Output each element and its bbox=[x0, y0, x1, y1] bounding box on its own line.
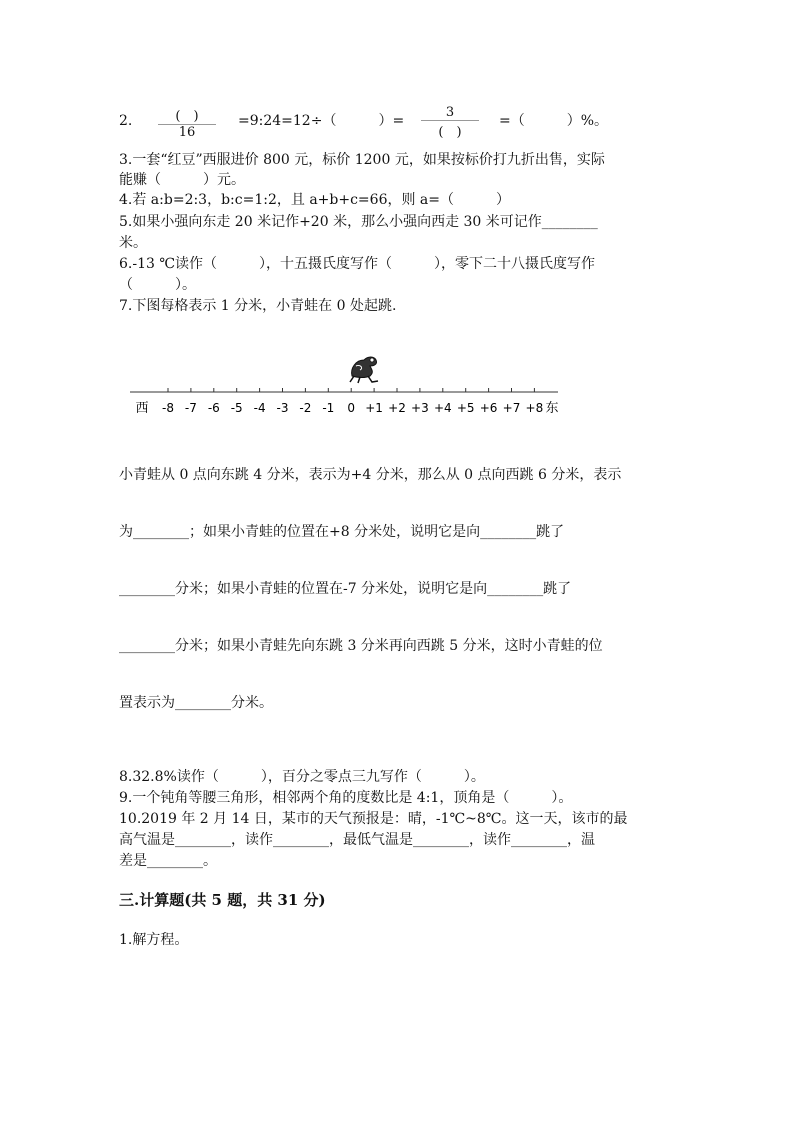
fraction-2 bbox=[421, 105, 479, 140]
q7-paragraph-4: ________分米；如果小青蛙先向东跳 3 分米再向西跳 5 分米，这时小青蛙的位 bbox=[119, 638, 603, 654]
q5-line-1: 5.如果小强向东走 20 米记作+20 米，那么小强向西走 30 米可记作________ bbox=[119, 214, 598, 230]
q7-paragraph-1: 小青蛙从 0 点向东跳 4 分米，表示为+4 分米，那么从 0 点向西跳 6 分米，表示 bbox=[119, 467, 622, 483]
number-line-figure bbox=[120, 348, 570, 418]
tick-label: -8 bbox=[162, 401, 174, 415]
q7-paragraph-2: 为________；如果小青蛙的位置在+8 分米处，说明它是向________跳了 bbox=[119, 524, 565, 540]
tick-label: +5 bbox=[456, 401, 475, 415]
q2-end: =（ ）%。 bbox=[499, 113, 609, 129]
tick-label: +1 bbox=[365, 401, 383, 415]
tick-label: +2 bbox=[388, 401, 406, 415]
fraction-2-numerator: 3 bbox=[445, 105, 455, 120]
fraction-1-denominator: 16 bbox=[178, 125, 196, 140]
q7-paragraph-5: 置表示为________分米。 bbox=[119, 695, 273, 711]
tick-label: -2 bbox=[299, 401, 312, 415]
q3-line-2: 能赚（ ）元。 bbox=[119, 172, 245, 188]
fraction-2-bar bbox=[421, 120, 479, 121]
q10-line-1: 10.2019 年 2 月 14 日，某市的天气预报是：晴，-1℃~8℃。这一天，该市的最 bbox=[119, 811, 628, 827]
tick-label: +6 bbox=[479, 401, 498, 415]
q7-paragraph-3: ________分米；如果小青蛙的位置在-7 分米处，说明它是向________跳了 bbox=[119, 581, 572, 597]
q10-line-3: 差是________。 bbox=[119, 853, 217, 869]
q5-line-2: 米。 bbox=[119, 235, 147, 251]
tick-label: -4 bbox=[253, 401, 266, 415]
q4-line: 4.若 a:b=2:3，b:c=1:2，且 a+b+c=66，则 a=（ ） bbox=[119, 192, 511, 208]
q6-line-1: 6.-13 ℃读作（ ），十五摄氏度写作（ ），零下二十八摄氏度写作 bbox=[119, 256, 596, 272]
east-label: 东 bbox=[545, 401, 559, 416]
fraction-1-numerator: ( ) bbox=[175, 109, 199, 124]
fraction-1 bbox=[158, 105, 216, 140]
frog-icon bbox=[350, 357, 378, 383]
tick-label: -3 bbox=[276, 401, 289, 415]
tick-label: +3 bbox=[411, 401, 429, 415]
tick-label: -7 bbox=[184, 401, 197, 415]
tick-label: -1 bbox=[322, 401, 335, 415]
tick-label: +4 bbox=[433, 401, 452, 415]
q3-line-1: 3.一套“红豆”西服进价 800 元，标价 1200 元，如果按标价打九折出售，实际 bbox=[119, 152, 605, 168]
q2-middle: =9:24=12÷（ ）= bbox=[238, 113, 405, 129]
q7-intro: 7.下图每格表示 1 分米，小青蛙在 0 处起跳. bbox=[119, 298, 397, 314]
q8-line: 8.32.8%读作（ ），百分之零点三九写作（ ）。 bbox=[119, 769, 485, 785]
tick-label: -6 bbox=[207, 401, 220, 415]
q6-line-2: （ ）。 bbox=[119, 277, 196, 293]
fraction-2-denominator: ( ) bbox=[438, 125, 462, 140]
tick-label: -5 bbox=[230, 401, 243, 415]
west-label: 西 bbox=[135, 401, 149, 416]
q10-line-2: 高气温是________，读作________，最低气温是________，读作________，温 bbox=[119, 832, 595, 848]
q2-number: 2. bbox=[119, 113, 133, 129]
tick-label: +8 bbox=[525, 401, 544, 415]
section-3-question-1: 1.解方程。 bbox=[119, 932, 189, 948]
q9-line: 9.一个钝角等腰三角形，相邻两个角的度数比是 4:1，顶角是（ ）。 bbox=[119, 790, 573, 806]
tick-label: +7 bbox=[502, 401, 521, 415]
tick-label: 0 bbox=[347, 401, 356, 415]
section-3-heading: 三.计算题(共 5 题，共 31 分) bbox=[119, 891, 326, 909]
